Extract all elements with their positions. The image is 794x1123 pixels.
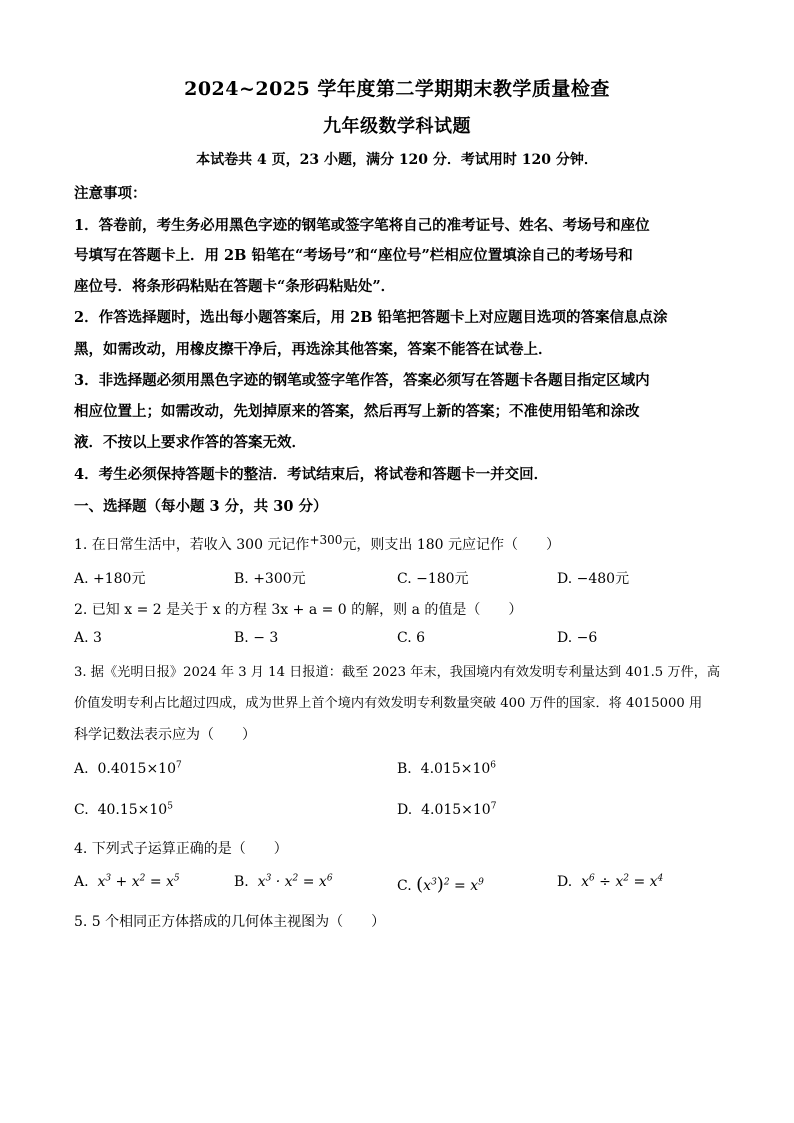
q4-option-d[interactable]: D. $x^6 \div x^2 = x^4$ [557,873,664,890]
q1-option-a[interactable]: A. +180元 [74,571,146,587]
q3-option-a[interactable]: A. $0.4015\times 10^7$ [74,760,182,777]
q1-option-d[interactable]: D. −480元 [557,571,630,587]
question-4-stem: 4. 下列式子运算正确的是（ ） [74,841,288,857]
notice-line: 黑，如需改动，用橡皮擦干净后，再选涂其他答案，答案不能答在试卷上． [74,341,553,358]
notice-line: 3．非选择题必须用黑色字迹的钢笔或签字笔作答，答案必须写在答题卡各题目指定区域内 [74,372,650,389]
notice-line: 号填写在答题卡上．用 2B 铅笔在“考场号”和“座位号”栏相应位置填涂自己的考场号和 [74,247,633,264]
question-3-line: 价值发明专利占比超过四成，成为世界上首个境内有效发明专利数量突破 400 万件的国家．将 4015000 用 [74,696,703,711]
q4-option-c[interactable]: C. $(x^3)^2 = x^9$ [397,874,484,895]
question-5-stem: 5. 5 个相同正方体搭成的几何体主视图为（ ） [74,914,386,930]
q4-option-b[interactable]: B. $x^3 \cdot x^2 = x^6$ [234,873,333,890]
notice-line: 1．答卷前，考生务必用黑色字迹的钢笔或签字笔将自己的准考证号、姓名、考场号和座位 [74,217,650,234]
q3-option-c[interactable]: C. $40.15\times 10^5$ [74,801,173,818]
q1-option-b[interactable]: B. +300元 [234,571,306,587]
notice-line: 4．考生必须保持答题卡的整洁．考试结束后，将试卷和答题卡一并交回． [74,466,549,483]
q1-option-c[interactable]: C. −180元 [397,571,469,587]
exam-title: 2024~2025 学年度第二学期期末教学质量检查 [184,78,610,100]
exam-subtitle: 九年级数学科试题 [323,116,471,137]
notice-line: 相应位置上；如需改动，先划掉原来的答案，然后再写上新的答案；不准使用铅笔和涂改 [74,403,640,420]
notice-line: 座位号．将条形码粘贴在答题卡“条形码粘贴处”． [74,278,396,295]
question-2-stem: 2. 已知 x = 2 是关于 x 的方程 3x + a = 0 的解，则 a 的值是（ ） [74,602,523,618]
q3-option-b[interactable]: B. $4.015\times 10^6$ [397,760,497,777]
section-heading: 一、选择题（每小题 3 分，共 30 分） [74,498,328,515]
exam-info: 本试卷共 4 页，23 小题，满分 120 分．考试用时 120 分钟． [196,152,598,168]
q2-option-c[interactable]: C. 6 [397,630,426,646]
q3-option-d[interactable]: D. $4.015\times 10^7$ [397,801,497,818]
q4-option-a[interactable]: A. $x^3 + x^2 = x^5$ [74,873,180,890]
question-3-line: 科学记数法表示应为（ ） [74,727,256,743]
notice-line: 液．不按以上要求作答的答案无效． [74,434,306,451]
q2-option-b[interactable]: B. − 3 [234,630,279,646]
question-1-stem: 1. 在日常生活中，若收入 300 元记作+300元，则支出 180 元应记作（ ） [74,533,561,553]
notice-line: 2．作答选择题时，选出每小题答案后，用 2B 铅笔把答题卡上对应题目选项的答案信息点涂 [74,309,668,326]
q2-option-a[interactable]: A. 3 [74,630,102,646]
q2-option-d[interactable]: D. −6 [557,630,598,646]
question-3-line: 3. 据《光明日报》2024 年 3 月 14 日报道：截至 2023 年末，我国境内有效发明专利量达到 401.5 万件，高 [74,665,721,680]
notice-heading: 注意事项： [74,185,147,202]
